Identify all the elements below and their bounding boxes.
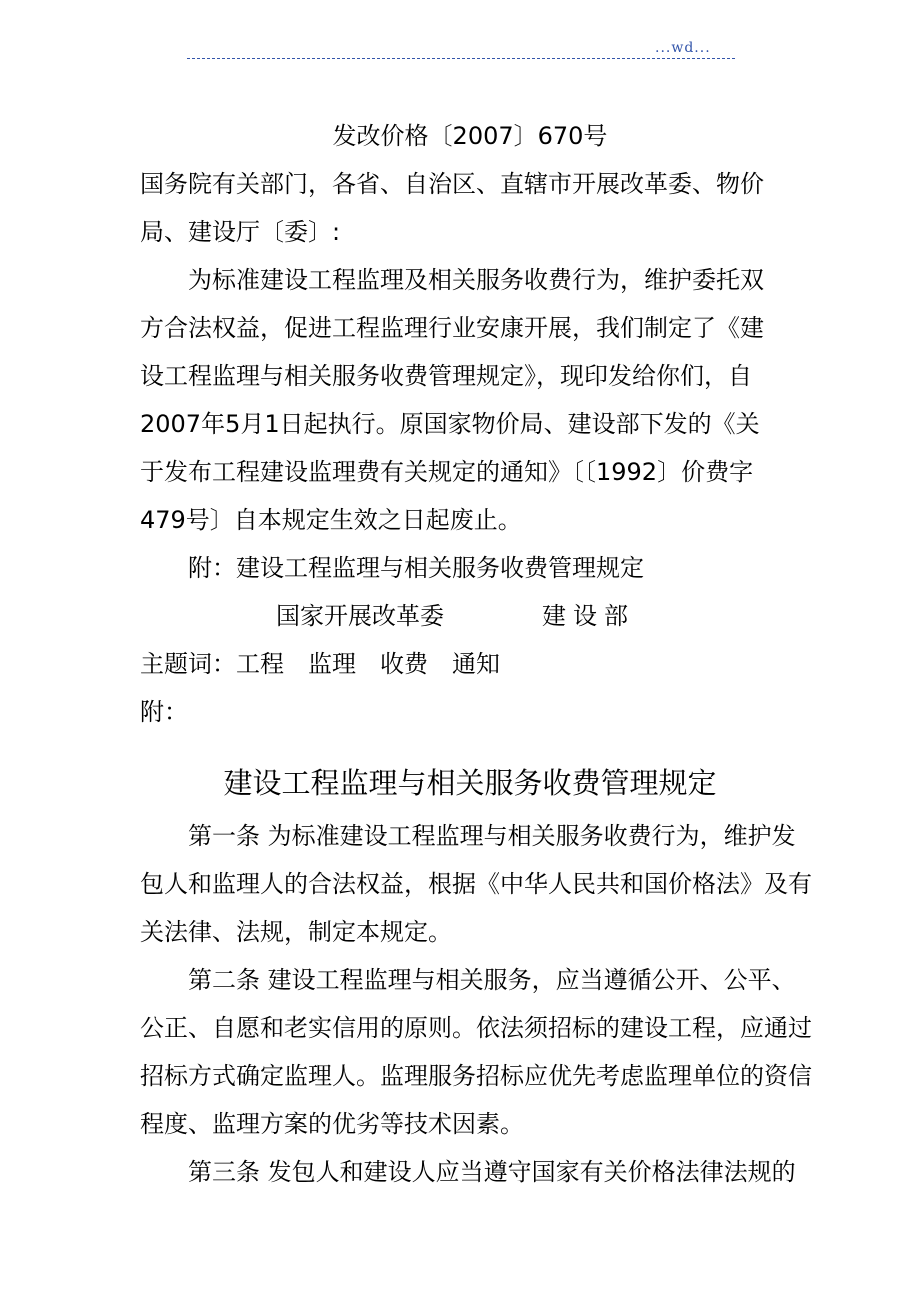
signatories: [140, 592, 800, 640]
keywords-label: 主题词：: [140, 650, 236, 678]
article-1-line: 关法律、法规，制定本规定。: [140, 918, 452, 946]
notice-body-line: 为标准建设工程监理及相关服务收费行为，维护委托双: [188, 266, 764, 294]
article-2-line: 程度、监理方案的优劣等技术因素。: [140, 1110, 524, 1138]
keyword: 收费: [380, 650, 428, 678]
article-2-line: 招标方式确定监理人。监理服务招标应优先考虑监理单位的资信: [140, 1062, 812, 1090]
article-1-line: 第一条 为标准建设工程监理与相关服务收费行为，维护发: [188, 822, 796, 850]
notice-body-line: 于发布工程建设监理费有关规定的通知》〔〔1992〕价费字: [140, 458, 754, 486]
addressee-line: 国务院有关部门，各省、自治区、直辖市开展改革委、物价: [140, 170, 764, 198]
signatory-ministry: 建设部: [542, 602, 635, 630]
article-1-line: 包人和监理人的合法权益，根据《中华人民共和国价格法》及有: [140, 870, 812, 898]
header-mark: ...wd...: [655, 40, 711, 56]
document-body: [140, 112, 812, 1196]
keyword: 通知: [452, 650, 500, 678]
article-2-line: 第二条 建设工程监理与相关服务，应当遵循公开、公平、: [188, 966, 796, 994]
notice-body-line: 2007年5月1日起执行。原国家物价局、建设部下发的《关: [140, 410, 760, 438]
article-2-line: 公正、自愿和老实信用的原则。依法须招标的建设工程，应通过: [140, 1014, 812, 1042]
signatory-ndrc: 国家开展改革委: [276, 602, 444, 630]
keywords-line: [140, 640, 800, 688]
addressee-line: 局、建设厅〔委〕:: [140, 218, 341, 246]
notice-body-line: 479号〕自本规定生效之日起废止。: [140, 506, 522, 534]
keyword: 工程: [236, 650, 284, 678]
attachment-note: 附：建设工程监理与相关服务收费管理规定: [188, 554, 644, 582]
attachment-label: 附：: [140, 698, 188, 726]
notice-body-line: 设工程监理与相关服务收费管理规定》，现印发给你们，自: [140, 362, 752, 390]
regulation-title: 建设工程监理与相关服务收费管理规定: [223, 766, 717, 800]
article-3-line: 第三条 发包人和建设人应当遵守国家有关价格法律法规的: [188, 1158, 796, 1186]
header-dashed-rule: [187, 58, 735, 59]
document-number: 发改价格〔2007〕670号: [332, 122, 608, 150]
keyword: 监理: [308, 650, 356, 678]
notice-body-line: 方合法权益，促进工程监理行业安康开展，我们制定了《建: [140, 314, 764, 342]
